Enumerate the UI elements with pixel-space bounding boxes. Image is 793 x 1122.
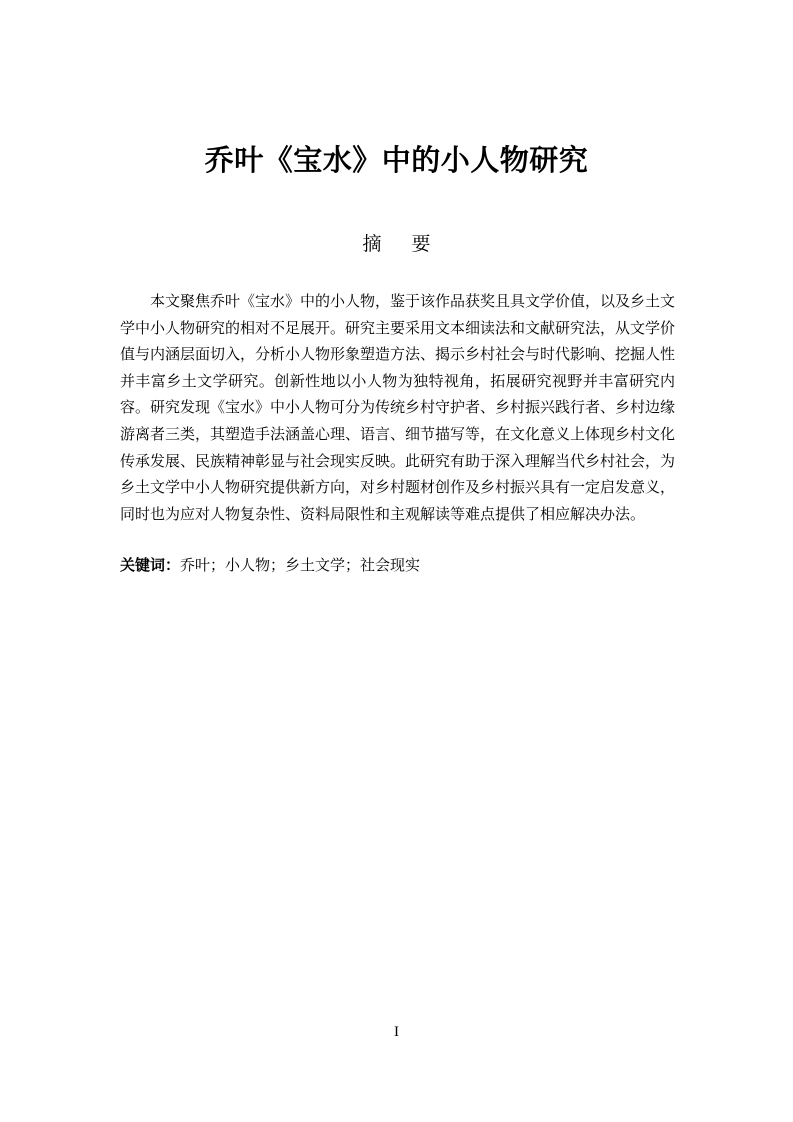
paper-title: 乔叶《宝水》中的小人物研究 <box>204 143 589 177</box>
keywords-line <box>120 552 675 578</box>
page-number: I <box>394 1024 399 1040</box>
keywords-label: 关键词： <box>120 556 181 574</box>
abstract-body: 本文聚焦乔叶《宝水》中的小人物，鉴于该作品获奖且具文学价值，以及乡土文学中小人物研究的相对不足展开。研究主要采用文本细读法和文献研究法，从文学价值与内涵层面切入，分析小人物形象塑造方法、揭示乡村社会与时代影响、挖掘人性并丰富乡土文学研究。创新性地以小人物为独特视角，拓展研究视野并丰富研究内容。研究发现《宝水》中小人物可分为传统乡村守护者、乡村振兴践行者、乡村边缘游离者三类，其塑造手法涵盖心理、语言、细节描写等，在文化意义上体现乡村文化传承发展、民族精神彰显与社会现实反映。此研究有助于深入理解当代乡村社会，为乡土文学中小人物研究提供新方向，对乡村题材创作及乡村振兴具有一定启发意义，同时也为应对人物复杂性、资料局限性和主观解读等难点提供了相应解决办法。 <box>120 292 676 523</box>
abstract-heading: 摘要 <box>362 233 461 255</box>
keywords-text: 乔叶；小人物；乡土文学；社会现实 <box>180 556 421 574</box>
